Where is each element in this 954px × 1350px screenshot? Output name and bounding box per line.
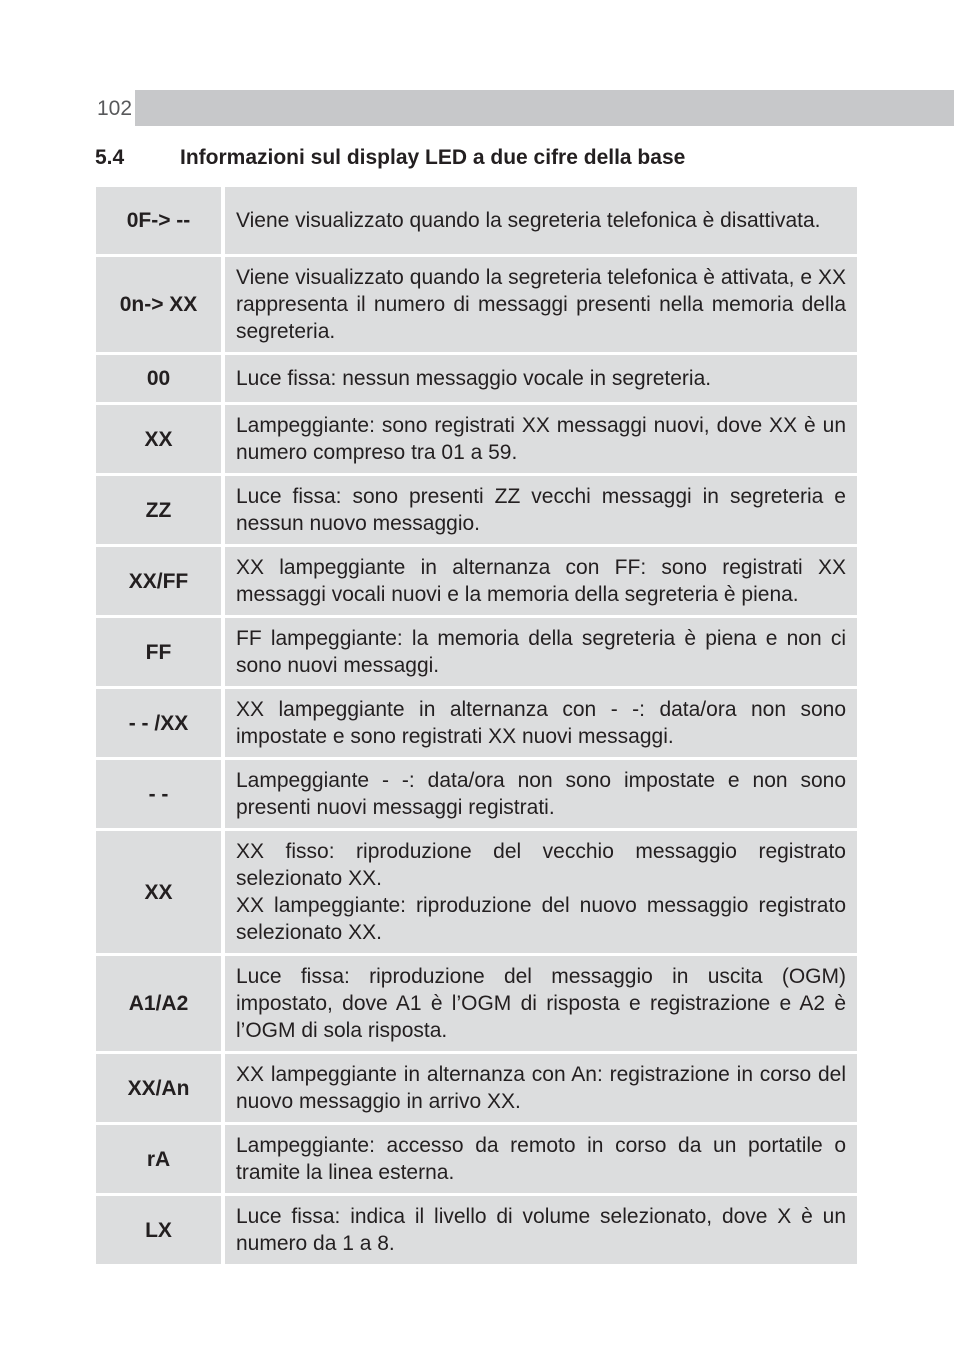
description-text: Viene visualizzato quando la segreteria telefonica è disattivata. [236,209,821,232]
led-code: XX [96,831,225,956]
description-text: XX lampeggiante in alternanza con - -: data/ora non sono impostate e sono registrati XX nuovi messaggi. [236,698,846,748]
table-row [96,476,857,547]
led-description [225,618,857,689]
led-info-table [96,187,857,1267]
led-code: XX/FF [96,547,225,618]
led-code: 0n-> XX [96,257,225,355]
description-text: Luce fissa: sono presenti ZZ vecchi messaggi in segreteria e nessun nuovo messaggio. [236,485,846,535]
table-row [96,831,857,956]
description-text: XX lampeggiante in alternanza con An: registrazione in corso del nuovo messaggio in arrivo XX. [236,1063,846,1113]
led-code: rA [96,1125,225,1196]
led-description [225,187,857,257]
led-description [225,476,857,547]
led-description [225,1125,857,1196]
led-code: 00 [96,355,225,405]
description-text: XX lampeggiante in alternanza con FF: sono registrati XX messaggi vocali nuovi e la memoria della segreteria è piena. [236,556,846,606]
section-heading [95,146,855,170]
description-text: XX lampeggiante: riproduzione del nuovo messaggio registrato selezionato XX. [236,894,846,944]
table-row [96,257,857,355]
led-code: XX [96,405,225,476]
table-row [96,689,857,760]
description-text: Lampeggiante - -: data/ora non sono impostate e non sono presenti nuovi messaggi registrati. [236,769,846,819]
led-code: XX/An [96,1054,225,1125]
table-row [96,618,857,689]
led-code: LX [96,1196,225,1267]
led-code: A1/A2 [96,956,225,1054]
table-row [96,547,857,618]
section-title: Informazioni sul display LED a due cifre della base [180,146,686,169]
description-text: Lampeggiante: sono registrati XX messaggi nuovi, dove XX è un numero compreso tra 01 a 59. [236,414,846,464]
led-description [225,1196,857,1267]
led-code: - - /XX [96,689,225,760]
description-text: Luce fissa: indica il livello di volume selezionato, dove X è un numero da 1 a 8. [236,1205,846,1255]
led-description [225,689,857,760]
description-text: Luce fissa: nessun messaggio vocale in segreteria. [236,367,712,390]
description-text: FF lampeggiante: la memoria della segreteria è piena e non ci sono nuovi messaggi. [236,627,846,677]
led-code: 0F-> -- [96,187,225,257]
description-text: Lampeggiante: accesso da remoto in corso da un portatile o tramite la linea esterna. [236,1134,846,1184]
section-number: 5.4 [95,146,125,169]
led-description [225,760,857,831]
table-row [96,405,857,476]
led-description [225,1054,857,1125]
table-row [96,1125,857,1196]
led-code: ZZ [96,476,225,547]
led-code: - - [96,760,225,831]
led-code: FF [96,618,225,689]
table-row [96,760,857,831]
description-text: XX fisso: riproduzione del vecchio messaggio registrato selezionato XX. [236,840,846,890]
led-description [225,355,857,405]
led-description [225,831,857,956]
table-row [96,1196,857,1267]
led-description [225,956,857,1054]
table-row [96,1054,857,1125]
description-text: Luce fissa: riproduzione del messaggio in uscita (OGM) impostato, dove A1 è l’OGM di risposta e registrazione e A2 è l’OGM di sola risposta. [236,965,846,1042]
led-description [225,257,857,355]
led-description [225,405,857,476]
page-number: 102 [95,90,135,126]
led-description [225,547,857,618]
header-bar [95,90,954,126]
table-row [96,187,857,257]
description-text: Viene visualizzato quando la segreteria telefonica è attivata, e XX rappresenta il numero di messaggi presenti nella memoria della segreteria. [236,266,846,343]
table-row [96,355,857,405]
table-row [96,956,857,1054]
